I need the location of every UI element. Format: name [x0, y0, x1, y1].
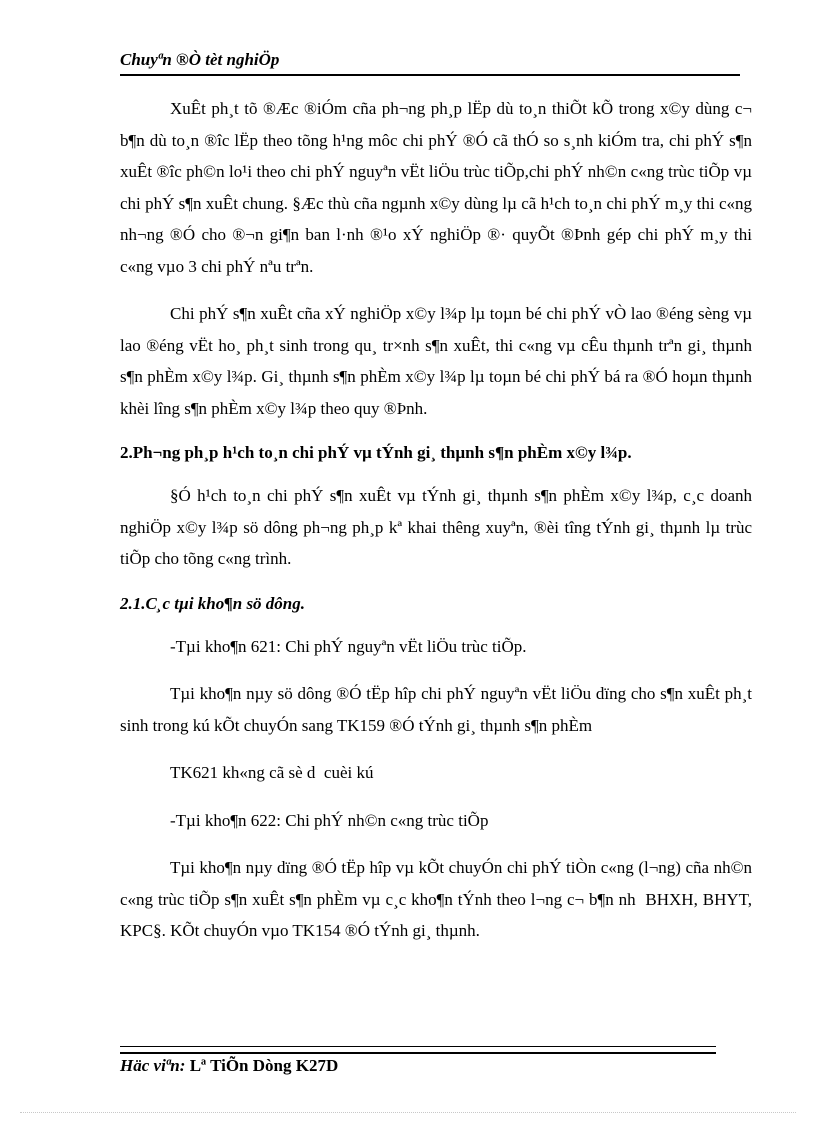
paragraph-4: Tµi kho¶n nµy sö dông ®Ó tËp hîp chi phÝ nguyªn vËt liÖu dïng cho s¶n xuÊt ph¸t sinh trong kú kÕt chuyÓn sang TK159 ®Ó tÝnh gi¸ thµnh s¶n phÈm — [120, 684, 752, 735]
footer-rule — [120, 1046, 716, 1054]
document-body — [120, 93, 752, 963]
paragraph-5: TK621 kh«ng cã sè d cuèi kú — [170, 763, 374, 782]
paragraph-6: Tµi kho¶n nµy dïng ®Ó tËp hîp vµ kÕt chuyÓn chi phÝ tiÒn c«ng (l¬ng) cña nh©n c«ng trùc tiÕp s¶n xuÊt s¶n phÈm vµ c¸c kho¶n tÝnh theo l¬ng c¬ b¶n nh BHXH, BHYT, KPC§. KÕt chuyÓn vµo TK154 ®Ó tÝnh gi¸ thµnh. — [120, 858, 752, 940]
paragraph-1: XuÊt ph¸t tõ ®Æc ®iÓm cña ph¬ng ph¸p lËp dù to¸n thiÕt kÕ trong x©y dùng c¬ b¶n dù to¸n ®îc lËp theo tõng h¹ng môc chi phÝ ®Ó cã thÓ so s¸nh kiÓm tra, chi phÝ s¶n xuÊt ®îc ph©n lo¹i theo chi phÝ nguyªn vËt liÖu trùc tiÕp,chi phÝ nh©n c«ng trùc tiÕp vµ chi phÝ s¶n xuÊt chung. §Æc thù cña ngµnh x©y dùng lµ cã h¹ch to¸n chi phÝ m¸y thi c«ng nh¬ng ®Ó cho ®¬n gi¶n ban l·nh ®¹o xÝ nghiÖp ®· quyÕt ®Þnh gép chi phÝ m¸y thi c«ng vµo 3 chi phÝ nªu trªn. — [120, 99, 752, 276]
paragraph-2: Chi phÝ s¶n xuÊt cña xÝ nghiÖp x©y l¾p lµ toµn bé chi phÝ vÒ lao ®éng sèng vµ lao ®éng vËt ho¸ ph¸t sinh trong qu¸ tr×nh s¶n xuÊt, thi c«ng vµ cÊu thµnh trªn gi¸ thµnh s¶n phÈm x©y l¾p. Gi¸ thµnh s¶n phÈm x©y l¾p lµ toµn bé chi phÝ bá ra ®Ó hoµn thµnh khèi lîng s¶n phÈm x©y l¾p theo quy ®Þnh. — [120, 304, 752, 418]
footer-author: Lª TiÕn Dòng K27D — [189, 1056, 339, 1075]
subsection-heading-2-1: 2.1.C¸c tµi kho¶n sö dông. — [120, 593, 306, 613]
header-title: Chuyªn ®Ò tèt nghiÖp — [120, 50, 280, 69]
paragraph-3: §Ó h¹ch to¸n chi phÝ s¶n xuÊt vµ tÝnh gi¸ thµnh s¶n phÈm x©y l¾p, c¸c doanh nghiÖp x©y l¾p sö dông ph¬ng ph¸p kª khai thêng xuyªn, ®èi tîng tÝnh gi¸ thµnh lµ trùc tiÕp cho tõng c«ng trình. — [120, 486, 752, 568]
account-621-item: -Tµi kho¶n 621: Chi phÝ nguyªn vËt liÖu trùc tiÕp. — [170, 636, 527, 656]
section-heading-2: 2.Ph¬ng ph¸p h¹ch to¸n chi phÝ vµ tÝnh gi¸ thµnh s¶n phÈm x©y l¾p. — [120, 443, 632, 462]
page-header — [120, 50, 740, 76]
page-bottom-divider — [20, 1112, 796, 1113]
account-622-item: -Tµi kho¶n 622: Chi phÝ nh©n c«ng trùc tiÕp — [170, 810, 489, 830]
footer-label: Häc viªn: — [120, 1056, 186, 1075]
footer — [120, 1056, 338, 1076]
